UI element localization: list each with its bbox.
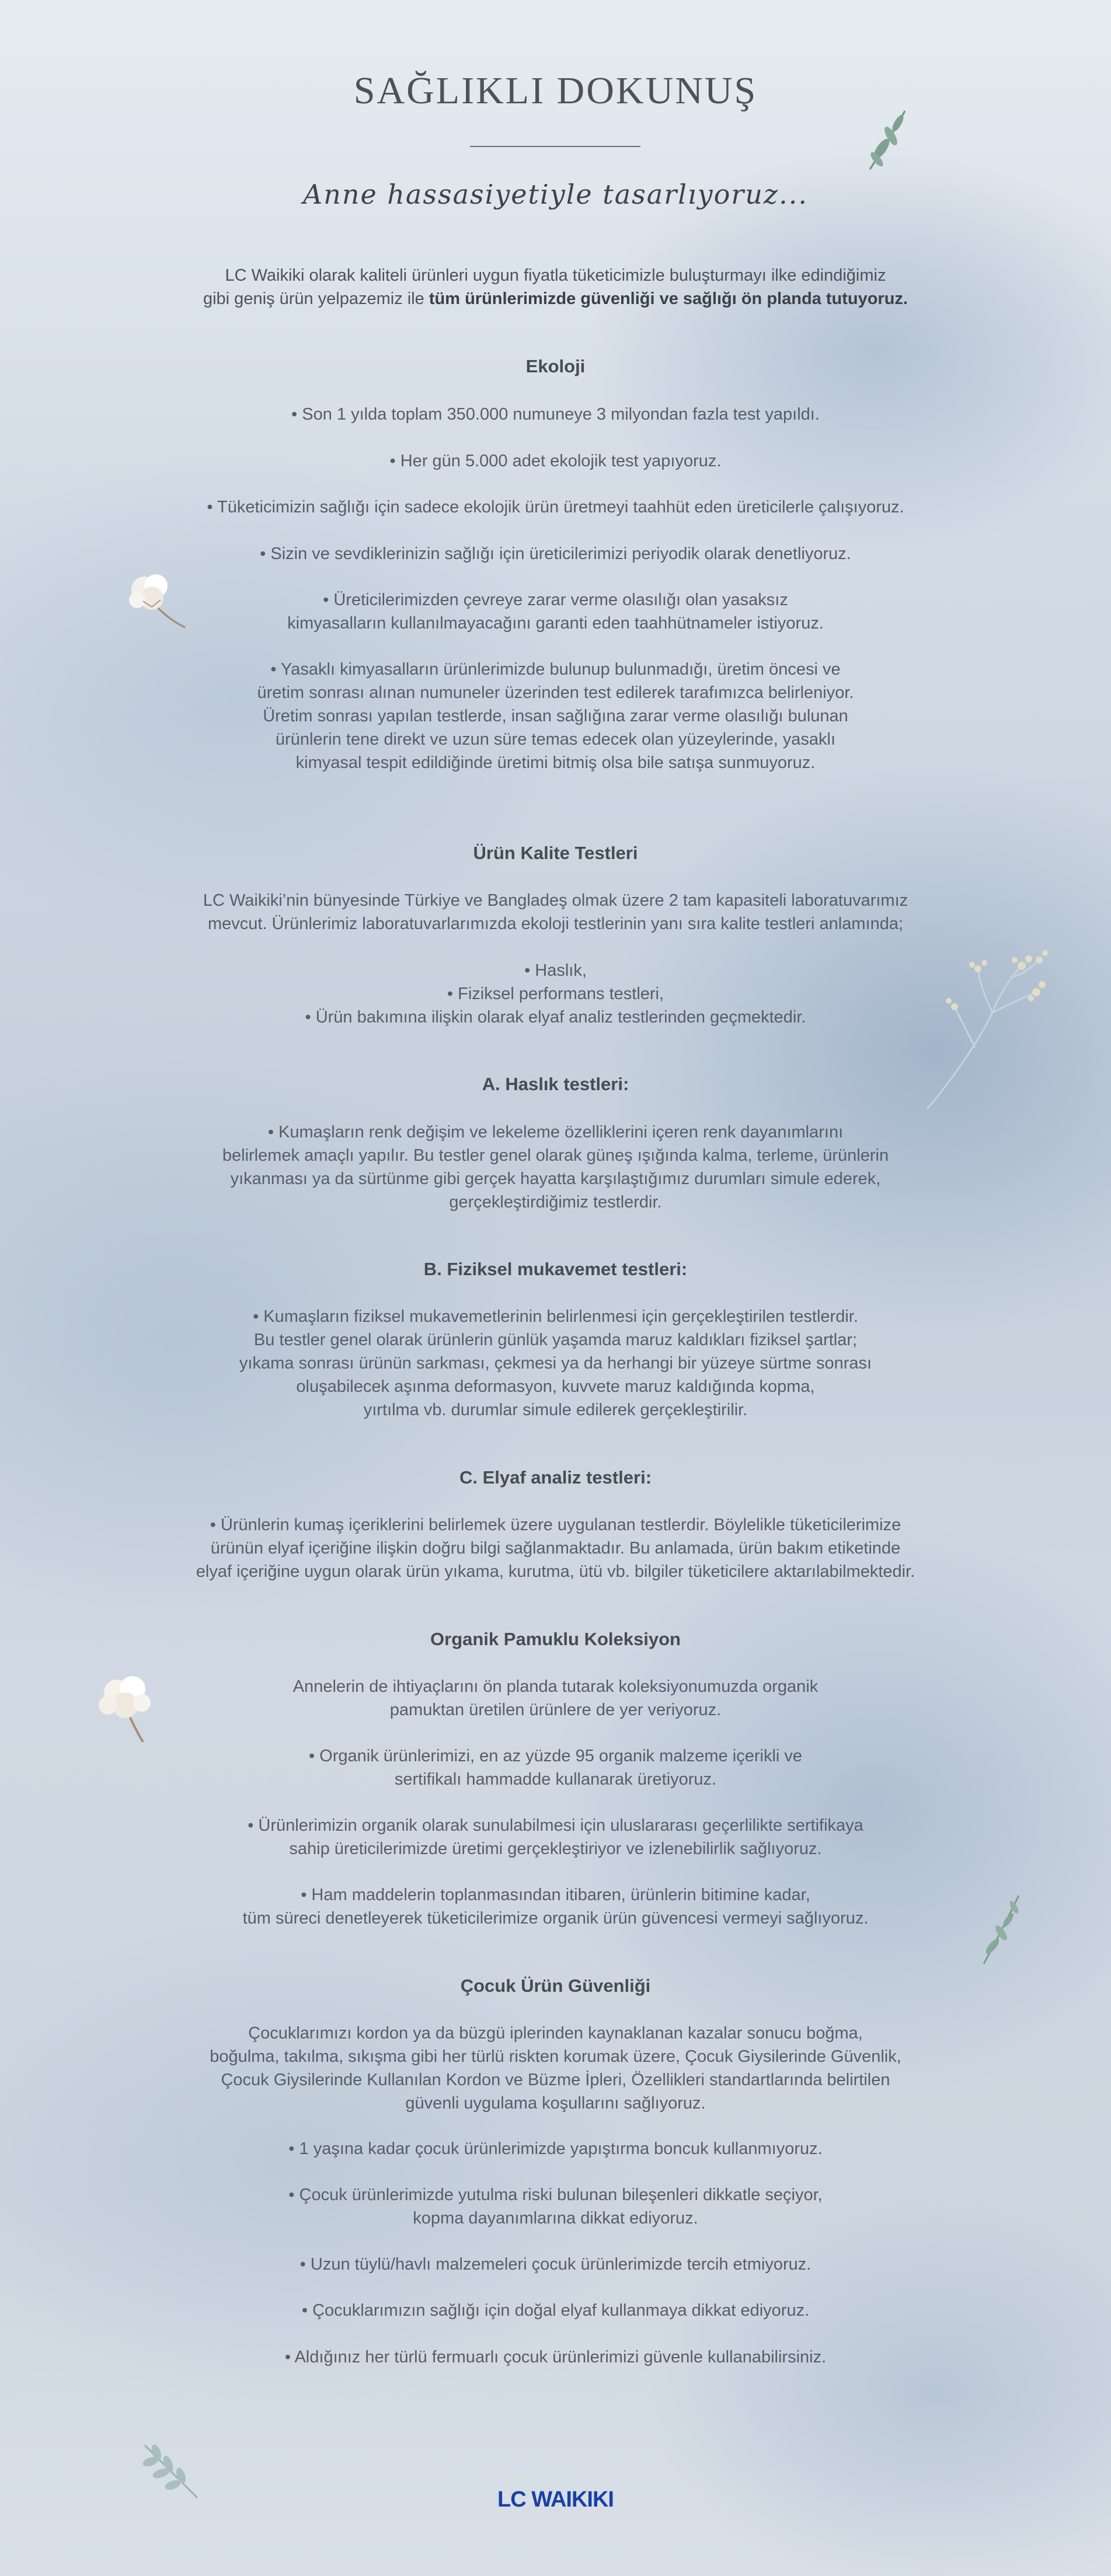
section-heading-fiziksel: B. Fiziksel mukavemet testleri: (423, 1259, 688, 1279)
list-item: • 1 yaşına kadar çocuk ürünlerimizde yapıştırma boncuk kullanmıyoruz. (288, 2139, 823, 2158)
list-item: • Üreticilerimizden çevreye zarar verme olasılığı olan yasaksız kimyasalların kullanılmayacağını garanti eden taahhütnameler istiyoruz. (287, 591, 824, 633)
list-item: • Son 1 yılda toplam 350.000 numuneye 3 milyondan fazla test yapıldı. (291, 405, 820, 424)
list-item: • Aldığınız her türlü fermuarlı çocuk ürünlerimizi güvenle kullanabilirsiniz. (284, 2348, 827, 2366)
fiziksel-paragraph: • Kumaşların fiziksel mukavemetlerinin belirlenmesi için gerçekleştirilen testlerdir. Bu testler genel olarak ürünlerin günlük yaşamda maruz kaldıkları fiziksel şartlar; yıkama sonrası ürünün sarkması, çekmesi ya da herhangi bir yüzeye sürtme sonrası oluşabilecek aşınma deformasyon, kuvvete maruz kaldığında kopma, yırtılma vb. durumlar simule edilerek gerçekleştirilir. (239, 1307, 872, 1419)
kalite-list: • Haslık, • Fiziksel performans testleri, • Ürün bakımına ilişkin olarak elyaf analiz testlerinden geçmektedir. (305, 961, 806, 1027)
brand-logo[interactable]: LC WAIKIKI (497, 2487, 614, 2512)
section-heading-elyaf: C. Elyaf analiz testleri: (459, 1467, 652, 1488)
intro-line: gibi geniş ürün yelpazemiz ile tüm ürünlerimizde güvenliği ve sağlığı ön planda tutuyoruz. (203, 289, 908, 308)
section-heading-ekoloji: Ekoloji (525, 356, 586, 376)
section-heading-haslik: A. Haslık testleri: (482, 1074, 629, 1094)
cocuk-paragraph: Çocuklarımızı kordon ya da büzgü iplerinden kaynaklanan kazalar sonucu boğma, boğulma, takılma, sıkışma gibi her türlü riskten korumak üzere, Çocuk Giysilerinde Güvenlik, Çocuk Giysilerinde Kullanılan Kordon ve Büzme İpleri, Özellikleri standartlarında belirtilen güvenli uygulama koşullarını sağlıyoruz. (210, 2024, 901, 2113)
organik-paragraph: Annelerin de ihtiyaçlarını ön planda tutarak koleksiyonumuzda organik pamuktan üretilen ürünlere de yer veriyoruz. (292, 1677, 819, 1719)
list-item: • Sizin ve sevdiklerinizin sağlığı için üreticilerimizi periyodik olarak denetliyoruz. (260, 544, 851, 563)
section-heading-kalite: Ürün Kalite Testleri (473, 843, 638, 863)
list-item: • Ürünlerimizin organik olarak sunulabilmesi için uluslararası geçerlilikte sertifikaya sahip üreticilerimizde üretimi gerçekleştiriyor ve izlenebilirlik sağlıyoruz. (248, 1816, 863, 1858)
list-item: • Yasaklı kimyasalların ürünlerimizde bulunup bulunmadığı, üretim öncesi ve üretim sonrası alınan numuneler üzerinden test edilerek tarafımızca belirleniyor. Üretim sonrası yapılan testlerde, insan sağlığına zarar verme olasılığı bulunan ürünlerin tene direkt ve uzun süre temas edecek olan yüzeylerinde, yasaklı kimyasal tespit edildiğinde üretimi bitmiş olsa bile satışa sunmuyoruz. (257, 660, 854, 772)
kalite-paragraph: LC Waikiki’nin bünyesinde Türkiye ve Bangladeş olmak üzere 2 tam kapasiteli laboratuvarımız mevcut. Ürünlerimiz laboratuvarlarımızda ekoloji testlerinin yanı sıra kalite testleri anlamında; (203, 891, 908, 933)
section-heading-cocuk: Çocuk Ürün Güvenliği (460, 1975, 651, 1996)
intro-line: LC Waikiki olarak kaliteli ürünleri uygun fiyatla tüketicimizle buluşturmayı ilke edindiğimiz (225, 266, 886, 285)
elyaf-paragraph: • Ürünlerin kumaş içeriklerini belirlemek üzere uygulanan testlerdir. Böylelikle tüketicilerimize ürünün elyaf içeriğine ilişkin doğru bilgi sağlanmaktadır. Bu anlamada, ürün bakım etiketinde elyaf içeriğine uygun olarak ürün yıkama, kurutma, ütü vb. bilgiler tüketicilere aktarılabilmektedir. (196, 1516, 915, 1581)
leaf-sprig-icon (864, 108, 911, 172)
list-item: • Tüketicimizin sağlığı için sadece ekolojik ürün üretmeyi taahhüt eden üreticilerle çalışıyoruz. (207, 498, 904, 516)
intro-paragraph (0, 264, 1111, 310)
list-item: • Organik ürünlerimizi, en az yüzde 95 organik malzeme içerikli ve sertifikalı hammadde kullanarak üretiyoruz. (308, 1747, 803, 1789)
list-item: • Çocuk ürünlerimizde yutulma riski bulunan bileşenleri dikkatle seçiyor, kopma dayanımlarına dikkat ediyoruz. (288, 2186, 823, 2228)
list-item: • Uzun tüylü/havlı malzemeleri çocuk ürünlerimizde tercih etmiyoruz. (299, 2255, 812, 2274)
list-item: • Ham maddelerin toplanmasından itibaren, ürünlerin bitimine kadar, tüm süreci denetleyerek tüketicilerimize organik ürün güvencesi vermeyi sağlıyoruz. (242, 1886, 869, 1928)
intro-emphasis: tüm ürünlerimizde güvenliği ve sağlığı ön planda tutuyoruz. (429, 289, 908, 308)
page-title: SAĞLIKLI DOKUNUŞ (353, 69, 758, 112)
section-heading-organik: Organik Pamuklu Koleksiyon (430, 1629, 681, 1649)
list-item: • Çocuklarımızın sağlığı için doğal elyaf kullanmaya dikkat ediyoruz. (301, 2301, 810, 2320)
title-divider (470, 146, 640, 147)
page-subtitle: Anne hassasiyetiyle tasarlıyoruz... (302, 179, 809, 210)
haslik-paragraph: • Kumaşların renk değişim ve lekeleme özelliklerini içeren renk dayanımlarını belirlemek amaçlı yapılır. Bu testler genel olarak güneş ışığında kalma, terleme, ürünlerin yıkanması ya da sürtünme gibi gerçek hayatta karşılaştığımız durumları simule ederek, gerçekleştirdiğimiz testlerdir. (222, 1123, 889, 1212)
list-item: • Her gün 5.000 adet ekolojik test yapıyoruz. (389, 452, 722, 470)
